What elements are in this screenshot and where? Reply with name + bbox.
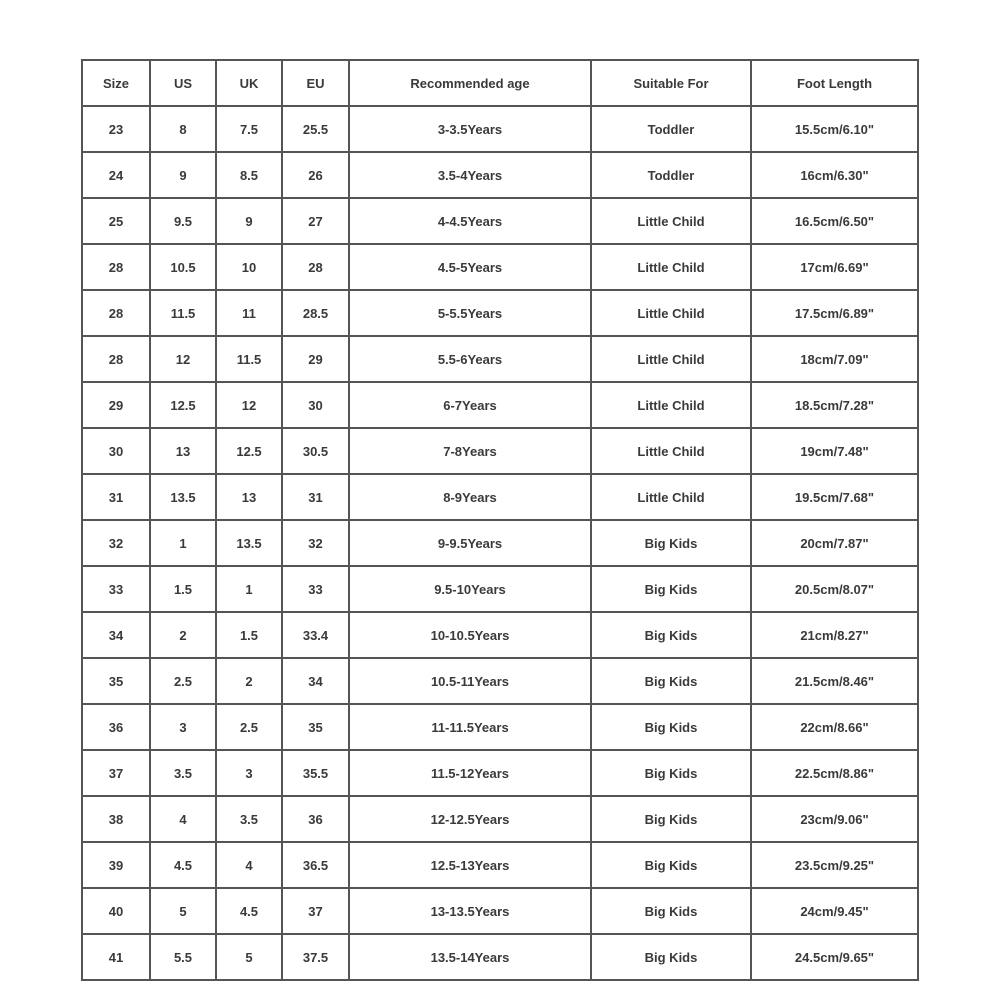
cell-us: 3.5 [150,750,216,796]
cell-foot-length: 20cm/7.87" [751,520,918,566]
cell-eu: 28.5 [282,290,349,336]
cell-size: 39 [82,842,150,888]
cell-suitable-for: Big Kids [591,796,751,842]
header-foot-length: Foot Length [751,60,918,106]
cell-eu: 37.5 [282,934,349,980]
header-size: Size [82,60,150,106]
cell-size: 35 [82,658,150,704]
cell-uk: 3 [216,750,282,796]
cell-recommended-age: 12.5-13Years [349,842,591,888]
table-row [82,152,918,198]
cell-suitable-for: Big Kids [591,520,751,566]
table-row [82,566,918,612]
table-row [82,474,918,520]
header-us: US [150,60,216,106]
cell-suitable-for: Big Kids [591,612,751,658]
cell-size: 36 [82,704,150,750]
cell-size: 28 [82,290,150,336]
cell-recommended-age: 8-9Years [349,474,591,520]
cell-recommended-age: 10.5-11Years [349,658,591,704]
cell-eu: 29 [282,336,349,382]
cell-eu: 34 [282,658,349,704]
table-row [82,658,918,704]
cell-uk: 8.5 [216,152,282,198]
header-uk: UK [216,60,282,106]
cell-eu: 37 [282,888,349,934]
cell-suitable-for: Big Kids [591,704,751,750]
cell-suitable-for: Little Child [591,336,751,382]
cell-suitable-for: Big Kids [591,658,751,704]
cell-uk: 7.5 [216,106,282,152]
cell-eu: 30 [282,382,349,428]
cell-uk: 1.5 [216,612,282,658]
table-row [82,796,918,842]
cell-foot-length: 24.5cm/9.65" [751,934,918,980]
cell-suitable-for: Little Child [591,382,751,428]
cell-us: 1 [150,520,216,566]
cell-foot-length: 18cm/7.09" [751,336,918,382]
table-row [82,520,918,566]
cell-recommended-age: 4-4.5Years [349,198,591,244]
cell-foot-length: 16cm/6.30" [751,152,918,198]
cell-us: 2.5 [150,658,216,704]
cell-eu: 36.5 [282,842,349,888]
cell-suitable-for: Big Kids [591,888,751,934]
cell-us: 13.5 [150,474,216,520]
cell-foot-length: 19.5cm/7.68" [751,474,918,520]
cell-uk: 13.5 [216,520,282,566]
cell-recommended-age: 3-3.5Years [349,106,591,152]
cell-size: 31 [82,474,150,520]
cell-uk: 4 [216,842,282,888]
cell-foot-length: 20.5cm/8.07" [751,566,918,612]
cell-recommended-age: 5.5-6Years [349,336,591,382]
cell-suitable-for: Toddler [591,106,751,152]
table-row [82,428,918,474]
table-row [82,198,918,244]
cell-size: 38 [82,796,150,842]
cell-us: 9.5 [150,198,216,244]
header-suitable-for: Suitable For [591,60,751,106]
cell-recommended-age: 4.5-5Years [349,244,591,290]
cell-us: 5.5 [150,934,216,980]
cell-recommended-age: 6-7Years [349,382,591,428]
cell-uk: 1 [216,566,282,612]
cell-foot-length: 22cm/8.66" [751,704,918,750]
cell-size: 33 [82,566,150,612]
cell-eu: 28 [282,244,349,290]
cell-eu: 33.4 [282,612,349,658]
cell-foot-length: 23cm/9.06" [751,796,918,842]
cell-recommended-age: 9-9.5Years [349,520,591,566]
cell-foot-length: 24cm/9.45" [751,888,918,934]
table-row [82,336,918,382]
cell-uk: 4.5 [216,888,282,934]
cell-us: 12.5 [150,382,216,428]
cell-suitable-for: Little Child [591,198,751,244]
cell-uk: 13 [216,474,282,520]
cell-uk: 2 [216,658,282,704]
cell-size: 24 [82,152,150,198]
cell-size: 23 [82,106,150,152]
table-row [82,612,918,658]
cell-uk: 10 [216,244,282,290]
cell-us: 12 [150,336,216,382]
table-row [82,290,918,336]
cell-size: 34 [82,612,150,658]
table-row [82,382,918,428]
cell-uk: 11.5 [216,336,282,382]
cell-size: 30 [82,428,150,474]
cell-recommended-age: 10-10.5Years [349,612,591,658]
cell-eu: 33 [282,566,349,612]
cell-eu: 32 [282,520,349,566]
table-row [82,750,918,796]
cell-foot-length: 19cm/7.48" [751,428,918,474]
cell-eu: 35.5 [282,750,349,796]
cell-suitable-for: Toddler [591,152,751,198]
cell-us: 5 [150,888,216,934]
cell-us: 11.5 [150,290,216,336]
cell-uk: 12.5 [216,428,282,474]
cell-eu: 31 [282,474,349,520]
cell-size: 41 [82,934,150,980]
header-eu: EU [282,60,349,106]
cell-foot-length: 22.5cm/8.86" [751,750,918,796]
cell-eu: 35 [282,704,349,750]
cell-suitable-for: Big Kids [591,566,751,612]
cell-us: 4.5 [150,842,216,888]
cell-recommended-age: 11.5-12Years [349,750,591,796]
size-chart-table [81,59,919,981]
cell-eu: 25.5 [282,106,349,152]
cell-us: 8 [150,106,216,152]
table-row [82,888,918,934]
cell-recommended-age: 3.5-4Years [349,152,591,198]
cell-foot-length: 18.5cm/7.28" [751,382,918,428]
cell-recommended-age: 13.5-14Years [349,934,591,980]
cell-foot-length: 17cm/6.69" [751,244,918,290]
cell-uk: 11 [216,290,282,336]
cell-recommended-age: 12-12.5Years [349,796,591,842]
table-row [82,934,918,980]
cell-us: 13 [150,428,216,474]
cell-suitable-for: Big Kids [591,934,751,980]
cell-us: 10.5 [150,244,216,290]
cell-size: 32 [82,520,150,566]
cell-recommended-age: 7-8Years [349,428,591,474]
table-row [82,842,918,888]
cell-eu: 30.5 [282,428,349,474]
cell-size: 29 [82,382,150,428]
cell-suitable-for: Big Kids [591,750,751,796]
table-body [82,106,918,980]
cell-foot-length: 15.5cm/6.10" [751,106,918,152]
cell-foot-length: 16.5cm/6.50" [751,198,918,244]
cell-uk: 2.5 [216,704,282,750]
cell-recommended-age: 5-5.5Years [349,290,591,336]
cell-eu: 26 [282,152,349,198]
cell-recommended-age: 9.5-10Years [349,566,591,612]
header-recommended-age: Recommended age [349,60,591,106]
cell-suitable-for: Big Kids [591,842,751,888]
cell-size: 28 [82,336,150,382]
cell-foot-length: 21.5cm/8.46" [751,658,918,704]
cell-size: 25 [82,198,150,244]
cell-us: 1.5 [150,566,216,612]
cell-foot-length: 21cm/8.27" [751,612,918,658]
cell-uk: 5 [216,934,282,980]
table-header-row [82,60,918,106]
cell-eu: 27 [282,198,349,244]
cell-us: 2 [150,612,216,658]
cell-suitable-for: Little Child [591,428,751,474]
cell-size: 37 [82,750,150,796]
cell-us: 9 [150,152,216,198]
cell-size: 40 [82,888,150,934]
table-row [82,244,918,290]
cell-size: 28 [82,244,150,290]
cell-eu: 36 [282,796,349,842]
table-row [82,106,918,152]
cell-suitable-for: Little Child [591,474,751,520]
cell-us: 3 [150,704,216,750]
table-row [82,704,918,750]
cell-suitable-for: Little Child [591,290,751,336]
cell-foot-length: 23.5cm/9.25" [751,842,918,888]
cell-recommended-age: 13-13.5Years [349,888,591,934]
cell-us: 4 [150,796,216,842]
cell-uk: 9 [216,198,282,244]
cell-foot-length: 17.5cm/6.89" [751,290,918,336]
cell-uk: 3.5 [216,796,282,842]
cell-recommended-age: 11-11.5Years [349,704,591,750]
cell-suitable-for: Little Child [591,244,751,290]
cell-uk: 12 [216,382,282,428]
